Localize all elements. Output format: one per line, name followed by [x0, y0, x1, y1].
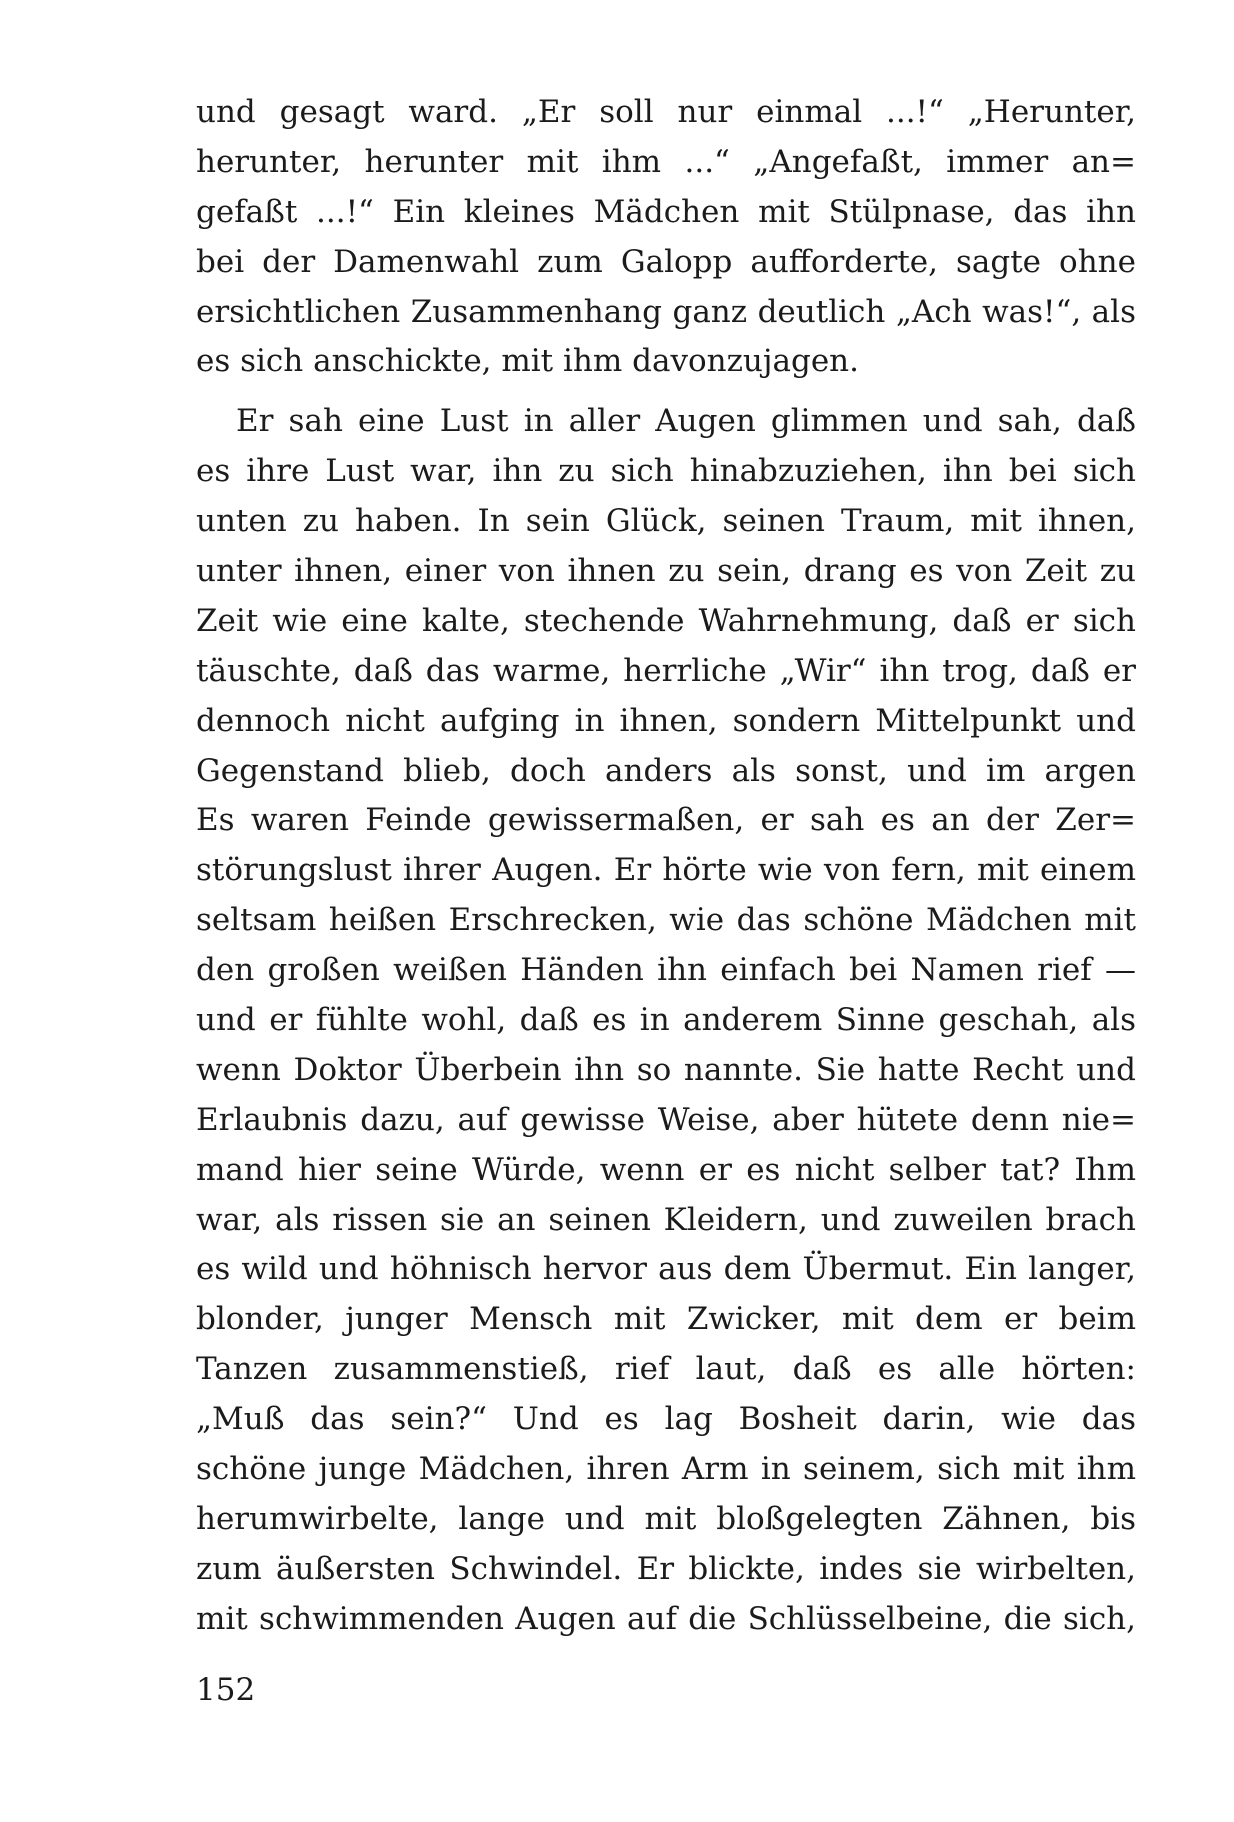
- text-line: „Muß das sein?“ Und es lag Bosheit darin, wie das: [196, 1401, 1136, 1438]
- text-line: gefaßt ...!“ Ein kleines Mädchen mit Stülpnase, das ihn: [196, 193, 1136, 230]
- text-line: es sich anschickte, mit ihm davonzujagen.: [196, 343, 859, 380]
- text-line: dennoch nicht aufging in ihnen, sondern Mittelpunkt und: [196, 702, 1136, 739]
- text-line: wenn Doktor Überbein ihn so nannte. Sie hatte Recht und: [196, 1051, 1136, 1088]
- text-line: Tanzen zusammenstieß, rief laut, daß es alle hörten:: [196, 1351, 1136, 1388]
- text-line: blonder, junger Mensch mit Zwicker, mit dem er beim: [196, 1301, 1136, 1338]
- text-line: war, als rissen sie an seinen Kleidern, und zuweilen brach: [196, 1201, 1136, 1238]
- text-line: Es waren Feinde gewissermaßen, er sah es an der Zer=: [196, 802, 1136, 839]
- text-line: bei der Damenwahl zum Galopp aufforderte, sagte ohne: [196, 243, 1136, 280]
- text-line: Er sah eine Lust in aller Augen glimmen und sah, daß: [236, 403, 1136, 440]
- text-line: unten zu haben. In sein Glück, seinen Traum, mit ihnen,: [196, 503, 1136, 540]
- text-line: und gesagt ward. „Er soll nur einmal ...!“ „Herunter,: [196, 94, 1136, 130]
- text-line: störungslust ihrer Augen. Er hörte wie von fern, mit einem: [196, 852, 1136, 889]
- text-line: schöne junge Mädchen, ihren Arm in seinem, sich mit ihm: [196, 1451, 1136, 1488]
- text-line: herumwirbelte, lange und mit bloßgelegten Zähnen, bis: [196, 1500, 1136, 1537]
- text-line: den großen weißen Händen ihn einfach bei Namen rief —: [196, 952, 1136, 989]
- text-line: es wild und höhnisch hervor aus dem Übermut. Ein langer,: [196, 1251, 1136, 1288]
- text-line: täuschte, daß das warme, herrliche „Wir“ ihn trog, daß er: [196, 652, 1136, 689]
- text-line: ersichtlichen Zusammenhang ganz deutlich „Ach was!“, als: [196, 293, 1136, 330]
- text-line: unter ihnen, einer von ihnen zu sein, drang es von Zeit zu: [196, 553, 1136, 590]
- text-line: Zeit wie eine kalte, stechende Wahrnehmung, daß er sich: [196, 602, 1136, 639]
- text-block: [196, 88, 1136, 1645]
- paragraph-spacer: [196, 387, 1136, 397]
- text-line: mit schwimmenden Augen auf die Schlüsselbeine, die sich,: [196, 1600, 1136, 1637]
- paragraph-1: [196, 88, 1136, 387]
- text-line: zum äußersten Schwindel. Er blickte, indes sie wirbelten,: [196, 1550, 1136, 1587]
- text-line: seltsam heißen Erschrecken, wie das schöne Mädchen mit: [196, 902, 1136, 939]
- text-line: herunter, herunter mit ihm ...“ „Angefaßt, immer an=: [196, 143, 1136, 180]
- text-line: Gegenstand blieb, doch anders als sonst, und im argen: [196, 752, 1136, 789]
- page-number: 152: [196, 1672, 256, 1708]
- text-line: es ihre Lust war, ihn zu sich hinabzuziehen, ihn bei sich: [196, 453, 1136, 490]
- text-line: Erlaubnis dazu, auf gewisse Weise, aber hütete denn nie=: [196, 1101, 1136, 1138]
- text-line: und er fühlte wohl, daß es in anderem Sinne geschah, als: [196, 1002, 1136, 1039]
- text-line: mand hier seine Würde, wenn er es nicht selber tat? Ihm: [196, 1151, 1136, 1188]
- paragraph-2: [196, 397, 1136, 1644]
